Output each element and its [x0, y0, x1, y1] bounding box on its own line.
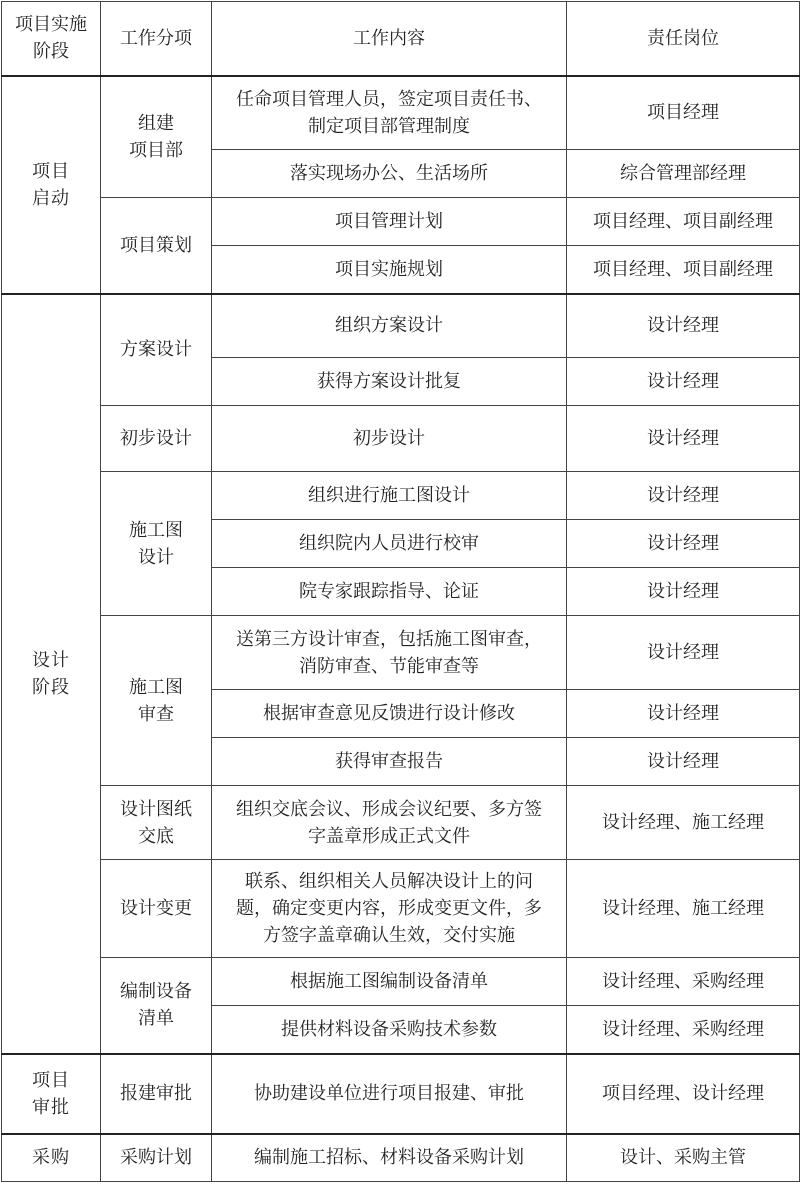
content-cell: 联系、组织相关人员解决设计上的问 题，确定变更内容，形成变更文件，多 方签字盖章确认生效，交付实施: [212, 860, 567, 958]
header-role: 责任岗位: [567, 2, 800, 76]
header-content: 工作内容: [212, 2, 567, 76]
role-cell: 设计经理: [567, 738, 800, 786]
role-cell: 设计经理、施工经理: [567, 860, 800, 958]
content-cell: 组织方案设计: [212, 294, 567, 358]
stage-cell: 采购: [2, 1134, 101, 1182]
role-cell: 设计经理: [567, 358, 800, 406]
role-cell: 设计经理: [567, 294, 800, 358]
role-cell: 设计经理: [567, 616, 800, 690]
item-cell: 初步设计: [101, 406, 212, 472]
role-cell: 设计经理、采购经理: [567, 1006, 800, 1054]
content-cell: 根据施工图编制设备清单: [212, 958, 567, 1006]
table-row: [2, 406, 800, 472]
content-cell: 送第三方设计审查，包括施工图审查， 消防审查、节能审查等: [212, 616, 567, 690]
content-cell: 组织院内人员进行校审: [212, 520, 567, 568]
header-item: 工作分项: [101, 2, 212, 76]
table-row: [2, 472, 800, 520]
content-cell: 落实现场办公、生活场所: [212, 150, 567, 198]
content-cell: 初步设计: [212, 406, 567, 472]
table-row: [2, 294, 800, 358]
role-cell: 项目经理、设计经理: [567, 1054, 800, 1134]
item-cell: 设计变更: [101, 860, 212, 958]
stage-cell: 设计 阶段: [2, 294, 101, 1054]
content-cell: 院专家跟踪指导、论证: [212, 568, 567, 616]
table-row: [2, 1054, 800, 1134]
content-cell: 获得方案设计批复: [212, 358, 567, 406]
table-row: [2, 958, 800, 1006]
content-cell: 协助建设单位进行项目报建、审批: [212, 1054, 567, 1134]
stage-cell: 项目 启动: [2, 76, 101, 294]
role-cell: 设计经理: [567, 472, 800, 520]
role-cell: 项目经理、项目副经理: [567, 246, 800, 294]
role-cell: 设计经理、施工经理: [567, 786, 800, 860]
content-cell: 任命项目管理人员，签定项目责任书、 制定项目部管理制度: [212, 76, 567, 150]
content-cell: 项目实施规划: [212, 246, 567, 294]
item-cell: 方案设计: [101, 294, 212, 406]
content-cell: 根据审查意见反馈进行设计修改: [212, 690, 567, 738]
table-row: [2, 786, 800, 860]
table-row: [2, 616, 800, 690]
content-cell: 组织交底会议、形成会议纪要、多方签 字盖章形成正式文件: [212, 786, 567, 860]
content-cell: 获得审查报告: [212, 738, 567, 786]
role-cell: 项目经理、项目副经理: [567, 198, 800, 246]
header-row: [2, 2, 800, 76]
role-cell: 设计经理: [567, 568, 800, 616]
role-cell: 设计经理、采购经理: [567, 958, 800, 1006]
role-cell: 设计经理: [567, 520, 800, 568]
item-cell: 施工图 审查: [101, 616, 212, 786]
table-row: [2, 198, 800, 246]
item-cell: 施工图 设计: [101, 472, 212, 616]
table-row: [2, 76, 800, 150]
role-cell: 设计经理: [567, 690, 800, 738]
role-cell: 综合管理部经理: [567, 150, 800, 198]
table-row: [2, 860, 800, 958]
role-cell: 设计、采购主管: [567, 1134, 800, 1182]
item-cell: 组建 项目部: [101, 76, 212, 198]
item-cell: 项目策划: [101, 198, 212, 294]
role-cell: 设计经理: [567, 406, 800, 472]
item-cell: 设计图纸 交底: [101, 786, 212, 860]
item-cell: 编制设备 清单: [101, 958, 212, 1054]
item-cell: 采购计划: [101, 1134, 212, 1182]
responsibility-table: [1, 1, 800, 1182]
header-stage: 项目实施 阶段: [2, 2, 101, 76]
content-cell: 项目管理计划: [212, 198, 567, 246]
table-row: [2, 1134, 800, 1182]
content-cell: 组织进行施工图设计: [212, 472, 567, 520]
role-cell: 项目经理: [567, 76, 800, 150]
item-cell: 报建审批: [101, 1054, 212, 1134]
content-cell: 编制施工招标、材料设备采购计划: [212, 1134, 567, 1182]
content-cell: 提供材料设备采购技术参数: [212, 1006, 567, 1054]
stage-cell: 项目 审批: [2, 1054, 101, 1134]
